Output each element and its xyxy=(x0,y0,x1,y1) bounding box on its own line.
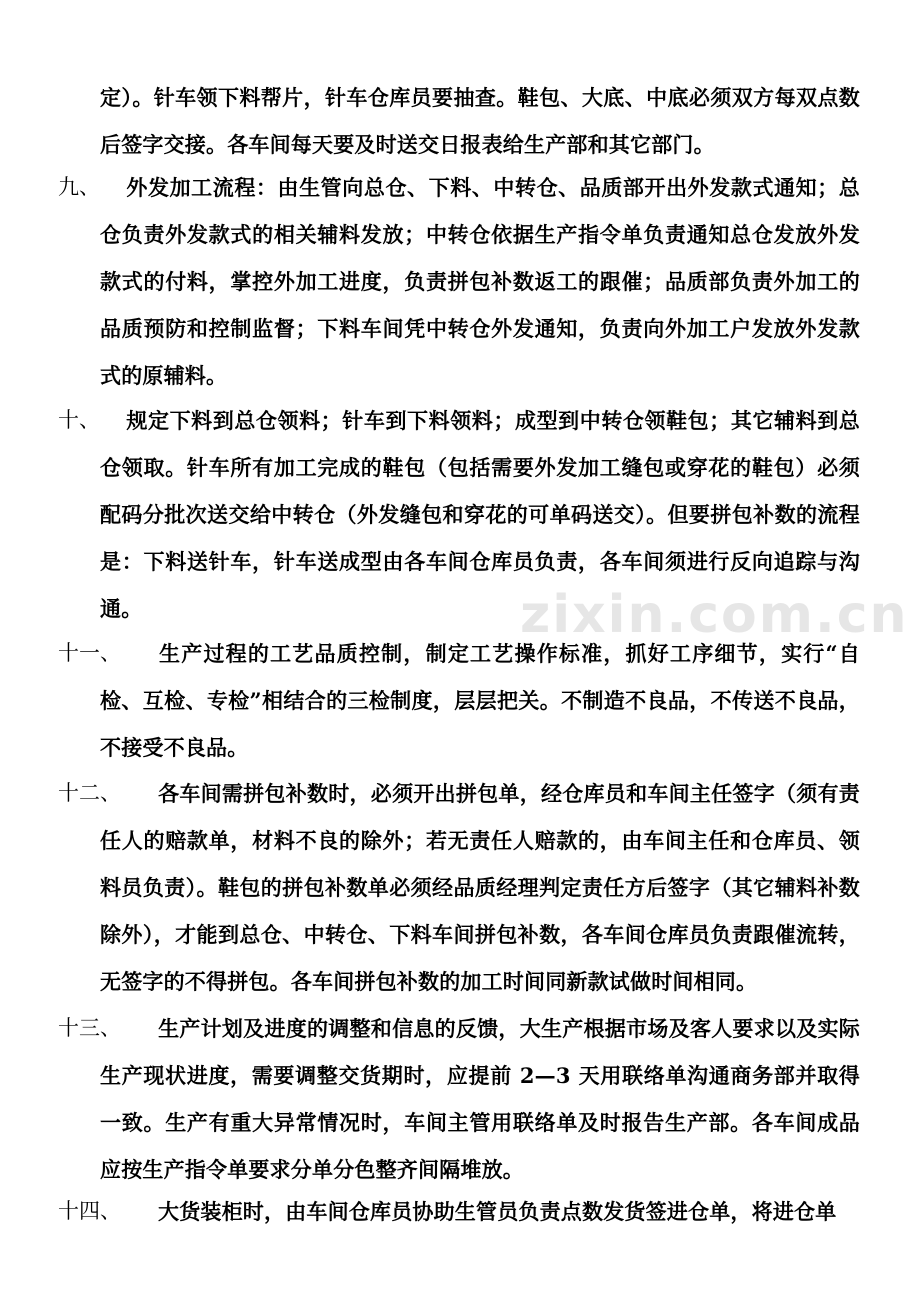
item-number: 十一、 xyxy=(58,641,121,665)
item-text xyxy=(100,770,860,1005)
item-text xyxy=(100,1005,860,1193)
item-text xyxy=(100,164,860,399)
paragraph-text: 定）。针车领下料帮片，针车仓库员要抽查。鞋包、大底、中底必须双方每双点数后签字交接。各车间每天要及时送交日报表给生产部和其它部门。 xyxy=(100,85,860,157)
item-text-content: 外发加工流程：由生管向总仓、下料、中转仓、品质部开出外发款式通知；总仓负责外发款式的相关辅料发放；中转仓依据生产指令单负责通知总仓发放外发款式的付料，掌控外加工进度，负责拼包补数返工的跟催；品质部负责外加工的品质预防和控制监督；下料车间凭中转仓外发通知，负责向外加工户发放外发款式的原辅料。 xyxy=(100,175,860,388)
item-text-content: 生产计划及进度的调整和信息的反馈，大生产根据市场及客人要求以及实际生产现状进度，需要调整交货期时，应提前 2—3 天用联络单沟通商务部并取得一致。生产有重大异常情况时，车间主管用联络单及时报告生产部。各车间成品应按生产指令单要求分单分色整齐间隔堆放。 xyxy=(100,1016,860,1182)
item-text xyxy=(100,630,860,771)
item-number: 九、 xyxy=(58,175,100,199)
item-number: 十、 xyxy=(58,408,100,432)
watermark: zixin.com.cn xyxy=(520,585,909,645)
item-number: 十四、 xyxy=(58,1199,121,1223)
item-text xyxy=(100,397,860,632)
item-text-content: 大货装柜时，由车间仓库员协助生管员负责点数发货签进仓单，将进仓单 xyxy=(158,1199,837,1224)
item-number: 十三、 xyxy=(58,1016,121,1040)
item-number: 十二、 xyxy=(58,781,121,805)
item-text-content: 规定下料到总仓领料；针车到下料领料；成型到中转仓领鞋包；其它辅料到总仓领取。针车所有加工完成的鞋包（包括需要外发加工缝包或穿花的鞋包）必须配码分批次送交给中转仓（外发缝包和穿花的可单码送交）。但要拼包补数的流程是：下料送针车，针车送成型由各车间仓库员负责，各车间须进行反向追踪与沟通。 xyxy=(100,408,860,621)
item-text-content: 生产过程的工艺品质控制，制定工艺操作标准，抓好工序细节，实行“自检、互检、专检”相结合的三检制度，层层把关。不制造不良品，不传送不良品，不接受不良品。 xyxy=(100,641,860,760)
item-text-content: 各车间需拼包补数时，必须开出拼包单，经仓库员和车间主任签字（须有责任人的赔款单，材料不良的除外；若无责任人赔款的，由车间主任和仓库员、领料员负责）。鞋包的拼包补数单必须经品质经理判定责任方后签字（其它辅料补数除外），才能到总仓、中转仓、下料车间拼包补数，各车间仓库员负责跟催流转，无签字的不得拼包。各车间拼包补数的加工时间同新款试做时间相同。 xyxy=(100,781,860,994)
item-text xyxy=(100,1188,860,1235)
